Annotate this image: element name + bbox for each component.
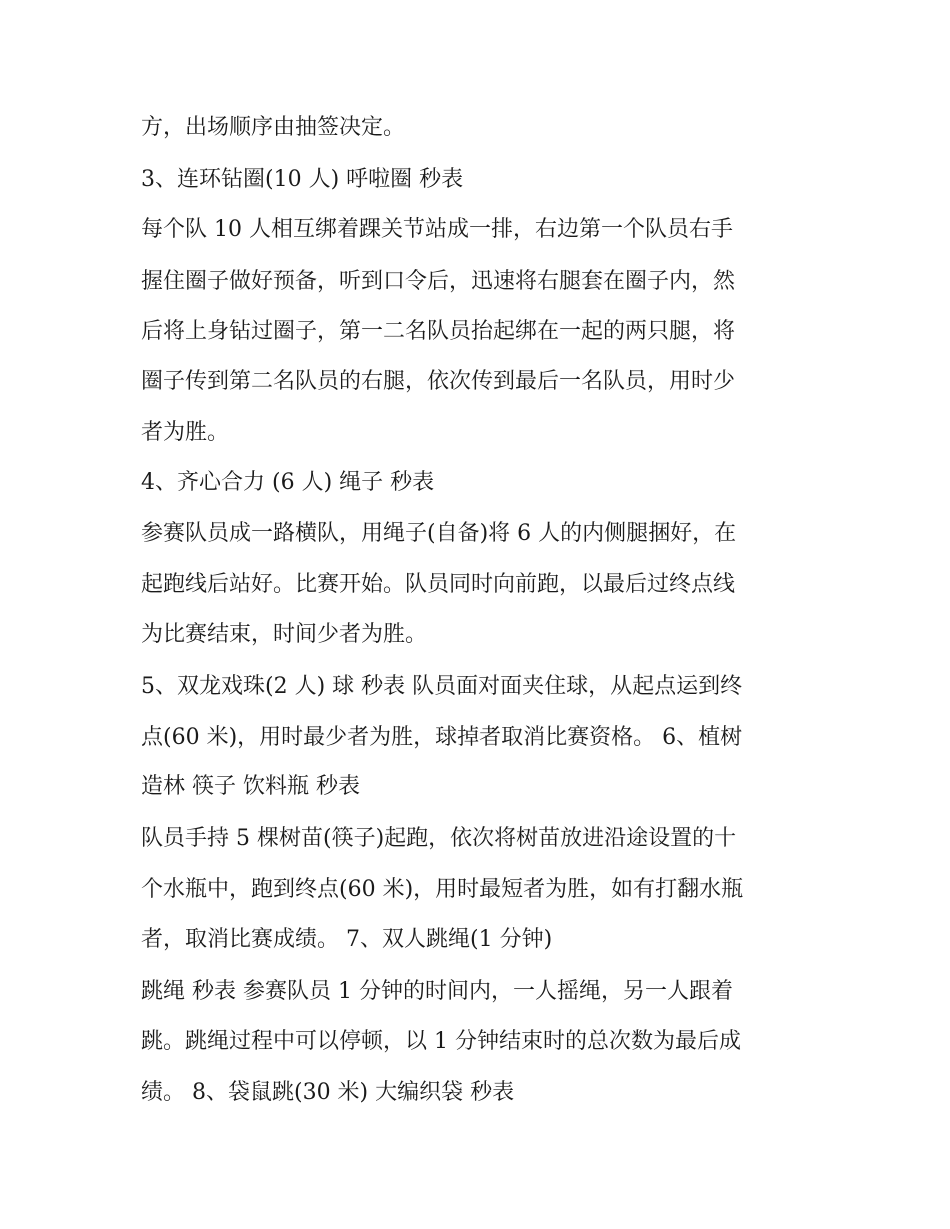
text-line: 后将上身钻过圈子，第一二名队员抬起绑在一起的两只腿，将 [141, 319, 736, 344]
text-line: 参赛队员成一路横队，用绳子(自备)将 6 人的内侧腿捆好，在 [141, 521, 737, 546]
text-line: 者为胜。 [141, 420, 230, 445]
text-line: 造林 筷子 饮料瓶 秒表 [141, 774, 360, 799]
section-heading-3: 3、连环钻圈(10 人) 呼啦圈 秒表 [141, 167, 464, 192]
text-line: 跳。跳绳过程中可以停顿，以 1 分钟结束时的总次数为最后成 [141, 1029, 741, 1054]
text-line: 握住圈子做好预备，听到口令后，迅速将右腿套在圈子内，然 [141, 269, 736, 294]
text-line: 个水瓶中，跑到终点(60 米)，用时最短者为胜，如有打翻水瓶 [141, 877, 744, 902]
text-line: 者，取消比赛成绩。 7、双人跳绳(1 分钟) [141, 927, 553, 952]
text-line: 为比赛结束，时间少者为胜。 [141, 622, 428, 647]
section-heading-4: 4、齐心合力 (6 人) 绳子 秒表 [141, 470, 435, 495]
text-line: 队员手持 5 棵树苗(筷子)起跑，依次将树苗放进沿途设置的十 [141, 826, 737, 851]
section-heading-5: 5、双龙戏珠(2 人) 球 秒表 队员面对面夹住球，从起点运到终 [141, 674, 743, 699]
text-line: 方，出场顺序由抽签决定。 [141, 115, 406, 140]
text-line: 绩。 8、袋鼠跳(30 米) 大编织袋 秒表 [141, 1080, 515, 1105]
text-line: 每个队 10 人相互绑着踝关节站成一排，右边第一个队员右手 [141, 217, 733, 242]
text-line: 圈子传到第二名队员的右腿，依次传到最后一名队员，用时少 [141, 369, 736, 394]
text-line: 点(60 米)，用时最少者为胜，球掉者取消比赛资格。 6、植树 [141, 725, 743, 750]
text-line: 跳绳 秒表 参赛队员 1 分钟的时间内，一人摇绳，另一人跟着 [141, 979, 733, 1004]
text-line: 起跑线后站好。比赛开始。队员同时向前跑，以最后过终点线 [141, 572, 736, 597]
